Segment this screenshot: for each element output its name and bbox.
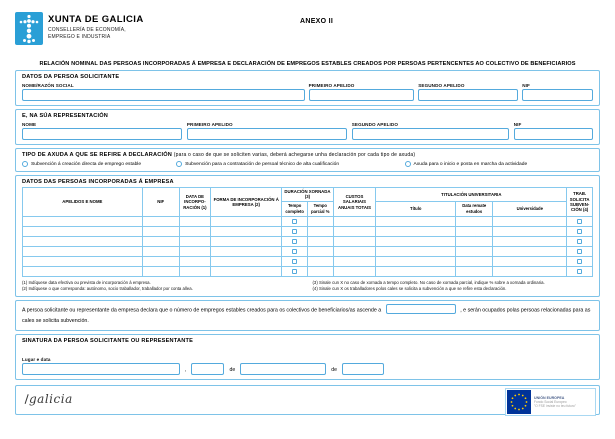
cell-apelidos-nome[interactable] xyxy=(23,246,143,256)
tempo-completo-checkbox[interactable] xyxy=(292,229,297,234)
applicant-nif-input[interactable] xyxy=(522,89,593,101)
aid-type-option-inicio-actividade[interactable] xyxy=(405,161,593,167)
eu-flag-icon xyxy=(507,390,531,414)
aid-type-option-persoal-tecnico[interactable] xyxy=(176,161,404,167)
xunta-logo-block xyxy=(15,12,600,45)
cell-apelidos-nome[interactable] xyxy=(23,216,143,226)
footnote-3: (3) Sinale cun X no caso de xornada a tempo completo. No caso de xornada parcial, indique % sobre a xornada ordinaria. xyxy=(312,279,545,285)
worker-table-row xyxy=(23,246,593,256)
applicant-second-surname-input[interactable] xyxy=(418,89,518,101)
cell-universidade[interactable] xyxy=(493,256,567,266)
org-name: XUNTA DE GALICIA xyxy=(48,14,144,25)
cell-titulo[interactable] xyxy=(376,236,456,246)
cell-universidade[interactable] xyxy=(493,246,567,256)
col-header-universidade: Universidade xyxy=(493,201,567,216)
cell-data-incorporacion[interactable] xyxy=(179,236,210,246)
cell-data-remate[interactable] xyxy=(456,216,493,226)
tempo-completo-checkbox[interactable] xyxy=(292,249,297,254)
applicant-first-surname-label: PRIMEIRO APELIDO xyxy=(308,83,355,88)
employment-count-input[interactable] xyxy=(386,304,456,314)
col-header-duracion-xornada: DURACIÓN XORNADA (3) xyxy=(282,188,333,202)
declaration-section xyxy=(15,300,600,331)
cell-trab-solicita[interactable] xyxy=(567,256,593,266)
de-separator-2: de xyxy=(331,366,338,373)
aid-type-title-text: TIPO DE AXUDA A QUE SE REFIRE A DECLARACIÓN xyxy=(22,152,173,158)
page-header xyxy=(15,12,600,50)
radio-button-icon[interactable] xyxy=(176,161,182,167)
cell-titulo[interactable] xyxy=(376,266,456,276)
workers-section xyxy=(15,175,600,297)
aid-type-option-label: Subvención á creación directa de emprego estable xyxy=(31,161,142,167)
cell-apelidos-nome[interactable] xyxy=(23,256,143,266)
subvencion-checkbox[interactable] xyxy=(577,269,582,274)
aid-type-section xyxy=(15,148,600,172)
col-header-tempo-parcial: Tempo parcial % xyxy=(307,201,333,216)
subvencion-checkbox[interactable] xyxy=(577,239,582,244)
xunta-de-galicia-logo-icon xyxy=(15,12,43,45)
col-header-data-incorporacion: DATA DE INCORPO- RACIÓN (1) xyxy=(179,188,210,217)
cell-trab-solicita[interactable] xyxy=(567,266,593,276)
cell-trab-solicita[interactable] xyxy=(567,236,593,246)
cell-custos-salariais[interactable] xyxy=(333,226,376,236)
representative-second-surname-input[interactable] xyxy=(352,128,509,140)
worker-table-row xyxy=(23,256,593,266)
cell-data-incorporacion[interactable] xyxy=(179,266,210,276)
col-header-data-remate: Data remate estudos xyxy=(456,201,493,216)
representative-name-input[interactable] xyxy=(22,128,182,140)
radio-button-icon[interactable] xyxy=(22,161,28,167)
aid-type-option-creacion-directa[interactable] xyxy=(22,161,176,167)
signature-section-title: SINATURA DA PERSOA SOLICITANTE OU REPRESENTANTE xyxy=(22,337,194,344)
subvencion-checkbox[interactable] xyxy=(577,219,582,224)
cell-forma-incorporacion[interactable] xyxy=(211,246,282,256)
cell-tempo-completo[interactable] xyxy=(282,256,308,266)
subvencion-checkbox[interactable] xyxy=(577,259,582,264)
table-footnotes xyxy=(22,280,593,292)
cell-data-remate[interactable] xyxy=(456,246,493,256)
cell-tempo-parcial[interactable] xyxy=(307,236,333,246)
worker-table-row xyxy=(23,216,593,226)
cell-custos-salariais[interactable] xyxy=(333,266,376,276)
cell-tempo-completo[interactable] xyxy=(282,216,308,226)
comma-separator: , xyxy=(185,366,187,373)
cell-data-incorporacion[interactable] xyxy=(179,256,210,266)
representative-section-title: E, NA SÚA REPRESENTACIÓN xyxy=(22,113,109,119)
cell-universidade[interactable] xyxy=(493,216,567,226)
eu-line-2: "O FSE inviste no teu futuro" xyxy=(534,403,576,408)
cell-tempo-parcial[interactable] xyxy=(307,216,333,226)
col-header-custos-salariais: CUSTOS SALARIAIS ANUAIS TOTAIS xyxy=(333,188,376,217)
signature-section xyxy=(15,334,600,380)
cell-trab-solicita[interactable] xyxy=(567,226,593,236)
cell-tempo-completo[interactable] xyxy=(282,236,308,246)
footnote-1: (1) Indíquese data efectiva ou prevista de incorporación á empresa. xyxy=(22,279,151,285)
applicant-section xyxy=(15,70,600,106)
workers-table-header xyxy=(23,188,593,217)
worker-table-row xyxy=(23,236,593,246)
annex-label: ANEXO II xyxy=(300,18,334,25)
cell-nif[interactable] xyxy=(142,266,179,276)
cell-titulo[interactable] xyxy=(376,246,456,256)
representative-second-surname-label: SEGUNDO APELIDO xyxy=(351,122,399,127)
cell-forma-incorporacion[interactable] xyxy=(211,256,282,266)
footnote-4: (4) Sinale cun X os traballadores polos cales se solicita a subvención a que se refire esta declaración. xyxy=(312,285,507,291)
tempo-completo-checkbox[interactable] xyxy=(292,269,297,274)
cell-forma-incorporacion[interactable] xyxy=(211,266,282,276)
applicant-nif-label: NIF xyxy=(522,83,530,88)
radio-button-icon[interactable] xyxy=(405,161,411,167)
galicia-brand-logo: galicia xyxy=(26,392,73,406)
declaration-text-after: , e serán ocupados polas persoas relacionadas para as cales se solicita subvención. xyxy=(22,307,591,324)
workers-table-body xyxy=(23,216,593,276)
aid-type-title-note: (para o caso de que se soliciten varias, deberá achegarse unha declaración por cada tipo de axuda) xyxy=(173,152,416,158)
col-header-forma-incorporacion: FORMA DE INCORPORACIÓN Á EMPRESA (2) xyxy=(211,188,282,217)
col-header-trab-solicita: TRAB. SOLICITA SUBVEN- CIÓN (4) xyxy=(567,188,593,217)
cell-data-incorporacion[interactable] xyxy=(179,226,210,236)
representative-first-surname-input[interactable] xyxy=(187,128,347,140)
cell-nif[interactable] xyxy=(142,256,179,266)
cell-nif[interactable] xyxy=(142,246,179,256)
col-header-apelidos-nome: APELIDOS E NOME xyxy=(23,188,143,217)
aid-type-section-title xyxy=(22,152,593,158)
cell-custos-salariais[interactable] xyxy=(333,216,376,226)
de-separator-1: de xyxy=(229,366,236,373)
org-dept-line2: EMPREGO E INDUSTRIA xyxy=(48,33,111,40)
signature-month-input[interactable] xyxy=(240,363,326,375)
aid-type-option-label: Axuda para o inicio e posta en marcha da actividade xyxy=(413,161,528,167)
cell-universidade[interactable] xyxy=(493,266,567,276)
footnotes-left xyxy=(22,280,303,292)
eu-text-block xyxy=(534,396,594,409)
applicant-name-label: NOME/RAZÓN SOCIAL xyxy=(22,83,74,88)
tempo-completo-checkbox[interactable] xyxy=(292,219,297,224)
declaration-text xyxy=(22,304,593,326)
cell-data-remate[interactable] xyxy=(456,266,493,276)
eu-emblem-block xyxy=(505,388,596,416)
cell-apelidos-nome[interactable] xyxy=(23,226,143,236)
workers-section-title: DATOS DAS PERSOAS INCORPORADAS Á EMPRESA xyxy=(22,179,174,185)
subvencion-checkbox[interactable] xyxy=(577,249,582,254)
declaration-text-before: A persoa solicitante ou representante da empresa declara que o número de empregos estables creados para os colectivos de beneficiarios/as ascende a xyxy=(22,307,382,314)
applicant-name-input[interactable] xyxy=(22,89,305,101)
cell-trab-solicita[interactable] xyxy=(567,216,593,226)
page-footer xyxy=(15,385,600,415)
cell-custos-salariais[interactable] xyxy=(333,256,376,266)
cell-universidade[interactable] xyxy=(493,236,567,246)
applicant-second-surname-label: SEGUNDO APELIDO xyxy=(418,83,465,88)
cell-tempo-parcial[interactable] xyxy=(307,266,333,276)
cell-custos-salariais[interactable] xyxy=(333,236,376,246)
cell-tempo-parcial[interactable] xyxy=(307,226,333,236)
cell-universidade[interactable] xyxy=(493,226,567,236)
applicant-first-surname-input[interactable] xyxy=(309,89,415,101)
cell-data-remate[interactable] xyxy=(456,256,493,266)
tempo-completo-checkbox[interactable] xyxy=(292,259,297,264)
representative-name-label: NOME xyxy=(22,122,37,127)
aid-type-option-label: Subvención para a contratación de persoal técnico de alta cualificación xyxy=(185,161,340,167)
cell-data-incorporacion[interactable] xyxy=(179,216,210,226)
representative-section xyxy=(15,109,600,145)
cell-nif[interactable] xyxy=(142,216,179,226)
signature-day-input[interactable] xyxy=(191,363,224,375)
cell-data-remate[interactable] xyxy=(456,226,493,236)
cell-forma-incorporacion[interactable] xyxy=(211,226,282,236)
cell-apelidos-nome[interactable] xyxy=(23,236,143,246)
representative-first-surname-label: PRIMEIRO APELIDO xyxy=(186,122,233,127)
cell-titulo[interactable] xyxy=(376,216,456,226)
col-header-titulo: Título xyxy=(376,201,456,216)
representative-nif-label: NIF xyxy=(513,122,522,127)
form-title: RELACIÓN NOMINAL DAS PERSOAS INCORPORADAS Á EMPRESA E DECLARACIÓN DE EMPREGOS ESTABLES CREADOS POR PERSOAS PERTENCENTES AO COLECTIVO DE BENEFICIARIOS xyxy=(39,61,576,67)
place-date-fields xyxy=(22,363,593,375)
signature-year-input[interactable] xyxy=(342,363,384,375)
subvencion-checkbox[interactable] xyxy=(577,229,582,234)
footnote-2: (2) Indíquese o que corresponda: autónomo, socio traballador, traballador por conta allea. xyxy=(22,285,193,291)
cell-tempo-completo[interactable] xyxy=(282,246,308,256)
representative-nif-input[interactable] xyxy=(514,128,593,140)
cell-tempo-parcial[interactable] xyxy=(307,256,333,266)
cell-forma-incorporacion[interactable] xyxy=(211,216,282,226)
cell-nif[interactable] xyxy=(142,236,179,246)
applicant-section-title: DATOS DA PERSOA SOLICITANTE xyxy=(22,74,120,80)
cell-forma-incorporacion[interactable] xyxy=(211,236,282,246)
org-dept-line1: CONSELLERÍA DE ECONOMÍA, xyxy=(48,27,126,33)
worker-table-row xyxy=(23,266,593,276)
signature-place-input[interactable] xyxy=(22,363,180,375)
aid-type-options xyxy=(22,161,593,167)
cell-nif[interactable] xyxy=(142,226,179,236)
footnotes-right xyxy=(313,280,594,292)
applicant-fields xyxy=(22,80,593,101)
tempo-completo-checkbox[interactable] xyxy=(292,239,297,244)
cell-apelidos-nome[interactable] xyxy=(23,266,143,276)
eu-title: UNIÓN EUROPEA xyxy=(534,395,565,400)
org-department xyxy=(48,27,144,40)
workers-table xyxy=(22,187,593,277)
eu-line-1: Fondo Social Europeo xyxy=(534,399,567,404)
cell-data-incorporacion[interactable] xyxy=(179,246,210,256)
cell-data-remate[interactable] xyxy=(456,236,493,246)
worker-table-row xyxy=(23,226,593,236)
place-date-label: Lugar e data xyxy=(22,356,51,362)
cell-trab-solicita[interactable] xyxy=(567,246,593,256)
cell-titulo[interactable] xyxy=(376,256,456,266)
cell-tempo-completo[interactable] xyxy=(282,266,308,276)
representative-fields xyxy=(22,119,593,140)
col-header-titulacion-universitaria: TITULACIÓN UNIVERSITARIA xyxy=(376,188,567,202)
col-header-nif: NIF xyxy=(142,188,179,217)
cell-custos-salariais[interactable] xyxy=(333,246,376,256)
cell-titulo[interactable] xyxy=(376,226,456,236)
cell-tempo-completo[interactable] xyxy=(282,226,308,236)
cell-tempo-parcial[interactable] xyxy=(307,246,333,256)
col-header-tempo-completo: Tempo completo xyxy=(282,201,308,216)
org-identity xyxy=(48,12,144,40)
